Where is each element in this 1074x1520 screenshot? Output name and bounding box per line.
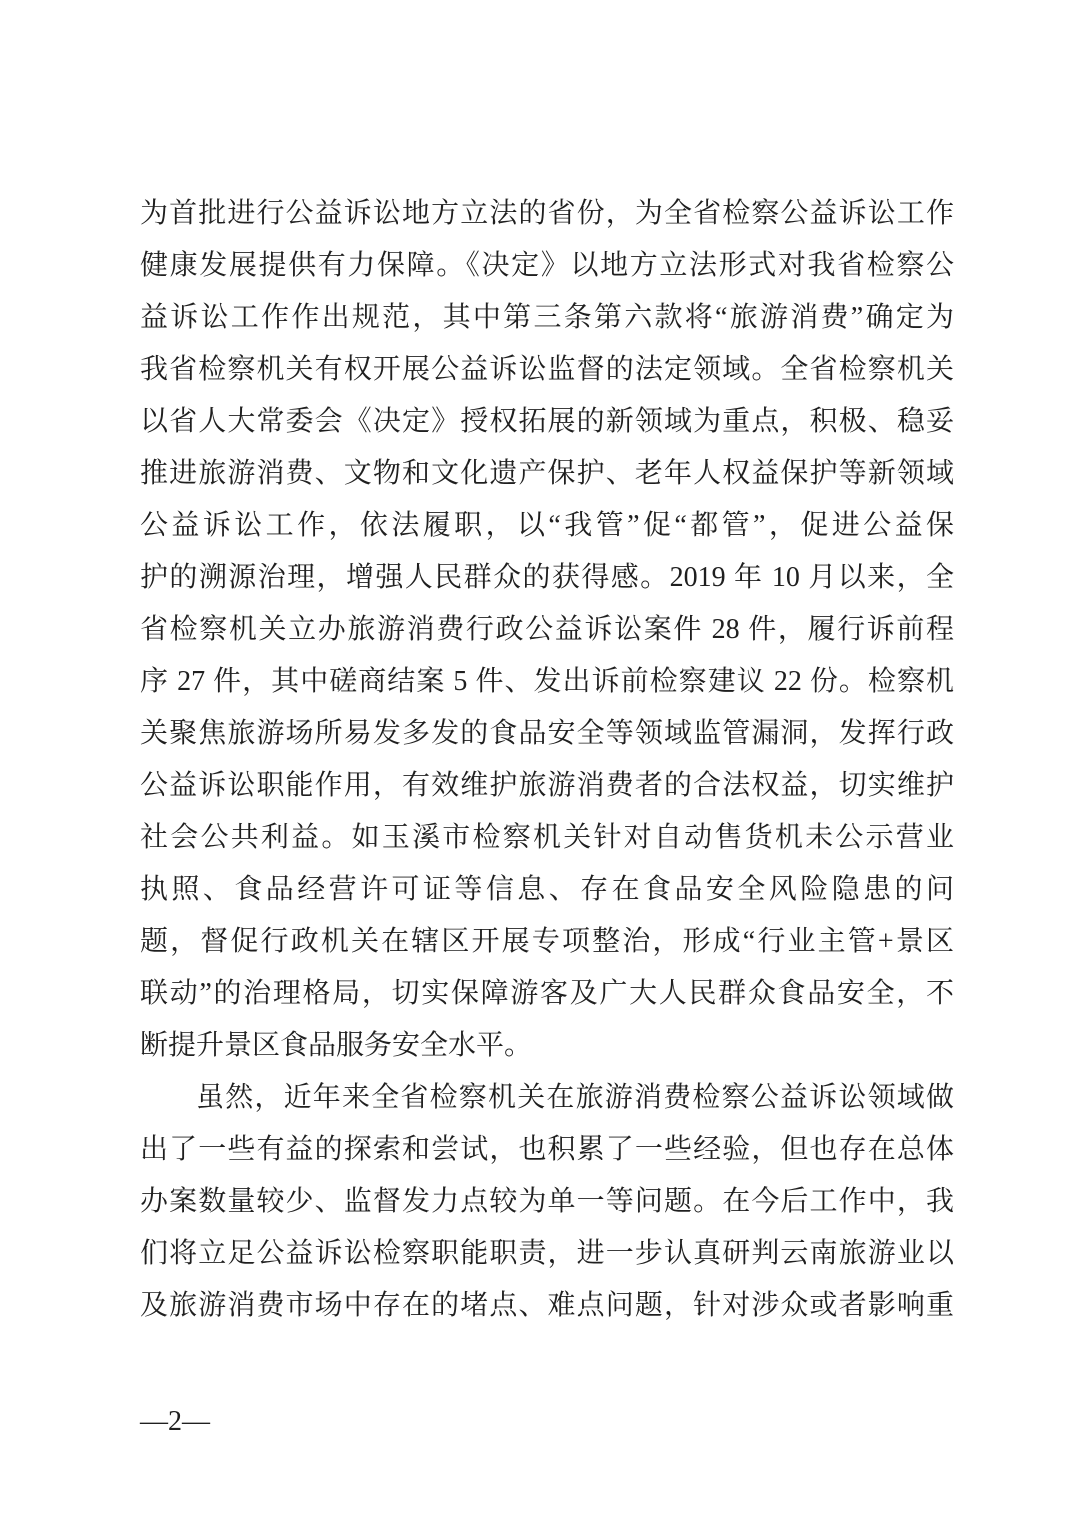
text-line: 我省检察机关有权开展公益诉讼监督的法定领域。全省检察机关 <box>140 354 954 385</box>
text-line: 虽然，近年来全省检察机关在旅游消费检察公益诉讼领域做 <box>196 1082 954 1113</box>
paragraph-2 <box>140 1072 954 1332</box>
text-line: 省检察机关立办旅游消费行政公益诉讼案件 28 件，履行诉前程 <box>140 614 954 645</box>
text-line: 公益诉讼工作，依法履职，以“我管”促“都管”，促进公益保 <box>140 510 954 541</box>
text-line: 题，督促行政机关在辖区开展专项整治，形成“行业主管+景区 <box>140 926 954 957</box>
paragraph-1 <box>140 188 954 1072</box>
text-line: 公益诉讼职能作用，有效维护旅游消费者的合法权益，切实维护 <box>140 770 954 801</box>
text-line: 推进旅游消费、文物和文化遗产保护、老年人权益保护等新领域 <box>140 458 954 489</box>
text-line: 出了一些有益的探索和尝试，也积累了一些经验，但也存在总体 <box>140 1134 954 1165</box>
text-line: 及旅游消费市场中存在的堵点、难点问题，针对涉众或者影响重 <box>140 1290 954 1321</box>
text-line: 健康发展提供有力保障。《决定》以地方立法形式对我省检察公 <box>140 250 954 281</box>
text-line: 们将立足公益诉讼检察职能职责，进一步认真研判云南旅游业以 <box>140 1238 954 1269</box>
text-line: 护的溯源治理，增强人民群众的获得感。2019 年 10 月以来，全 <box>140 562 954 593</box>
text-line: 关聚焦旅游场所易发多发的食品安全等领域监管漏洞，发挥行政 <box>140 718 954 749</box>
text-line: 为首批进行公益诉讼地方立法的省份，为全省检察公益诉讼工作 <box>140 198 954 229</box>
text-line: 社会公共利益。如玉溪市检察机关针对自动售货机未公示营业 <box>140 822 954 853</box>
text-line: 序 27 件，其中磋商结案 5 件、发出诉前检察建议 22 份。检察机 <box>140 666 954 697</box>
text-line: 联动”的治理格局，切实保障游客及广大人民群众食品安全，不 <box>140 978 954 1009</box>
body-text <box>140 188 954 1332</box>
text-line: 办案数量较少、监督发力点较为单一等问题。在今后工作中，我 <box>140 1186 954 1217</box>
text-line: 执照、食品经营许可证等信息、存在食品安全风险隐患的问 <box>140 874 954 905</box>
text-line: 以省人大常委会《决定》授权拓展的新领域为重点，积极、稳妥 <box>140 406 954 437</box>
text-line: 益诉讼工作作出规范，其中第三条第六款将“旅游消费”确定为 <box>140 302 954 333</box>
page-number: —2— <box>140 1406 210 1437</box>
text-line: 断提升景区食品服务安全水平。 <box>140 1030 533 1061</box>
